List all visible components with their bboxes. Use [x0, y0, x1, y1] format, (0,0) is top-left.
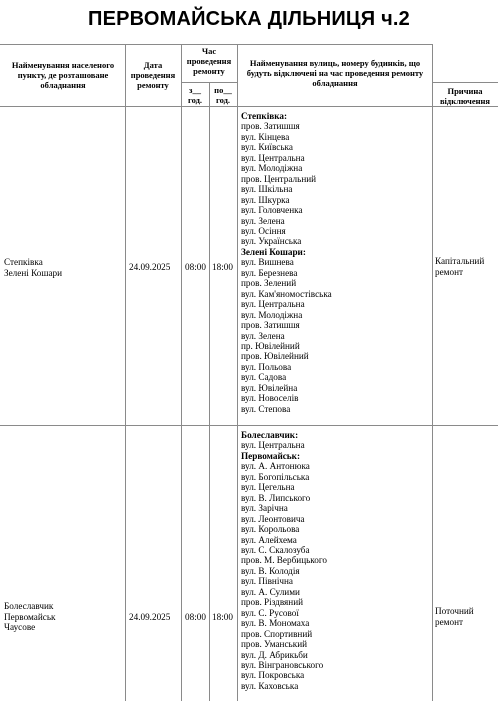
- settlement-name: Болеславчик: [4, 601, 54, 611]
- street-item: вул. Новоселів: [241, 393, 299, 404]
- street-item: вул. Шкурка: [241, 194, 290, 205]
- street-item: вул. Київська: [241, 142, 293, 153]
- street-item: вул. Степова: [241, 403, 291, 414]
- street-item: пров. Зелений: [241, 278, 297, 289]
- row2-street-list: [241, 430, 327, 691]
- street-item: вул. Кінцева: [241, 131, 290, 142]
- col-line-3: [209, 82, 210, 701]
- street-item: пров. Ювілейний: [241, 351, 309, 362]
- street-item: вул. Д. Абрикьби: [241, 649, 308, 660]
- row1-time-to: 18:00: [212, 262, 233, 272]
- street-item: пров. Центральний: [241, 173, 317, 184]
- street-item: пров. Різдвяний: [241, 597, 304, 608]
- row-divider: [0, 425, 498, 426]
- street-item: вул. Зелена: [241, 330, 285, 341]
- header-bottom-border: [0, 106, 498, 107]
- reason-header-top: [432, 82, 498, 83]
- street-item: вул. В. Мономаха: [241, 618, 310, 629]
- row2-date: 24.09.2025: [129, 612, 171, 622]
- street-item: вул. С. Русової: [241, 607, 299, 618]
- header-settlement: Найменування населеного пункту, де розташоване обладнання: [11, 60, 115, 90]
- street-item: вул. А. Сулими: [241, 586, 300, 597]
- street-item: вул. Ювілейна: [241, 382, 298, 393]
- street-item: пров. Затишшя: [241, 320, 300, 331]
- col-line-1: [125, 44, 126, 701]
- street-item: вул. С. Скалозуба: [241, 544, 310, 555]
- reason-line: ремонт: [435, 616, 464, 627]
- settlement-heading: Первомайськ:: [241, 450, 301, 461]
- street-item: вул. Головченка: [241, 205, 303, 216]
- col-line-2: [181, 44, 182, 701]
- street-item: вул. Польова: [241, 361, 292, 372]
- street-item: вул. Молодіжна: [241, 309, 303, 320]
- street-item: вул. Зарічна: [241, 503, 288, 514]
- settlement-heading: Степківка:: [241, 111, 288, 121]
- row2-time-to: 18:00: [212, 612, 233, 622]
- street-item: вул. Українська: [241, 236, 302, 247]
- row1-reason: [435, 256, 497, 277]
- street-item: вул. Зелена: [241, 215, 285, 226]
- reason-line: ремонт: [435, 266, 464, 277]
- row1-settlements: [4, 257, 122, 278]
- street-item: вул. Вінграновського: [241, 659, 324, 670]
- reason-line: Поточний: [435, 606, 474, 616]
- street-item: пров. Затишшя: [241, 121, 300, 132]
- street-item: вул. Кам'яномостівська: [241, 288, 332, 299]
- header-streets: Найменування вулиць, номеру будинків, що будуть відключені на час проведення ремонту обладнання: [246, 58, 424, 88]
- header-date: Дата проведення ремонту: [130, 60, 176, 90]
- street-item: вул. Північна: [241, 576, 294, 587]
- settlement-heading: Болеславчик:: [241, 430, 299, 440]
- street-item: пр. Ювілейний: [241, 340, 300, 351]
- street-item: вул. Алейхема: [241, 534, 297, 545]
- street-item: вул. В. Колодія: [241, 565, 300, 576]
- street-item: вул. Центральна: [241, 299, 305, 310]
- row1-date: 24.09.2025: [129, 262, 171, 272]
- street-item: вул. Цегельна: [241, 482, 295, 493]
- table-top-border: [0, 44, 432, 45]
- settlement-heading: Зелені Кошари:: [241, 246, 306, 257]
- street-item: вул. Молодіжна: [241, 163, 303, 174]
- header-from: з__ год.: [187, 85, 203, 105]
- settlement-name: Степківка: [4, 257, 43, 267]
- col-line-5: [432, 44, 433, 701]
- street-item: пров. Уманський: [241, 639, 308, 650]
- street-item: пров. М. Вербицького: [241, 555, 328, 566]
- street-item: вул. Садова: [241, 372, 287, 383]
- street-item: вул. Леонтовича: [241, 513, 305, 524]
- header-to: по__ год.: [214, 85, 232, 105]
- page-title: ПЕРВОМАЙСЬКА ДІЛЬНИЦЯ ч.2: [88, 8, 410, 30]
- street-item: вул. Центральна: [241, 152, 305, 163]
- row1-time-from: 08:00: [185, 262, 206, 272]
- settlement-name: Зелені Кошари: [4, 267, 63, 278]
- street-item: вул. Центральна: [241, 440, 305, 451]
- street-item: вул. Вишнева: [241, 257, 294, 268]
- header-reason: Причина відключення: [439, 86, 491, 106]
- street-item: вул. Каховська: [241, 680, 299, 691]
- row2-reason: [435, 606, 497, 627]
- street-item: пров. Спортивний: [241, 628, 313, 639]
- header-time: Час проведення ремонту: [186, 46, 232, 76]
- street-item: вул. А. Антонюка: [241, 461, 310, 472]
- street-item: вул. В. Липського: [241, 492, 311, 503]
- street-item: вул. Шкільна: [241, 184, 293, 195]
- street-item: вул. Осіння: [241, 225, 286, 236]
- street-item: вул. Корольова: [241, 524, 300, 535]
- col-line-4: [237, 44, 238, 701]
- row2-settlements: [4, 601, 122, 633]
- settlement-name: Первомайськ: [4, 611, 56, 622]
- reason-line: Капітальний: [435, 256, 485, 266]
- row1-street-list: [241, 111, 332, 414]
- row2-time-from: 08:00: [185, 612, 206, 622]
- street-item: вул. Богопільська: [241, 471, 310, 482]
- street-item: вул. Покровська: [241, 670, 305, 681]
- settlement-name: Чаусове: [4, 622, 36, 633]
- street-item: вул. Березнева: [241, 267, 298, 278]
